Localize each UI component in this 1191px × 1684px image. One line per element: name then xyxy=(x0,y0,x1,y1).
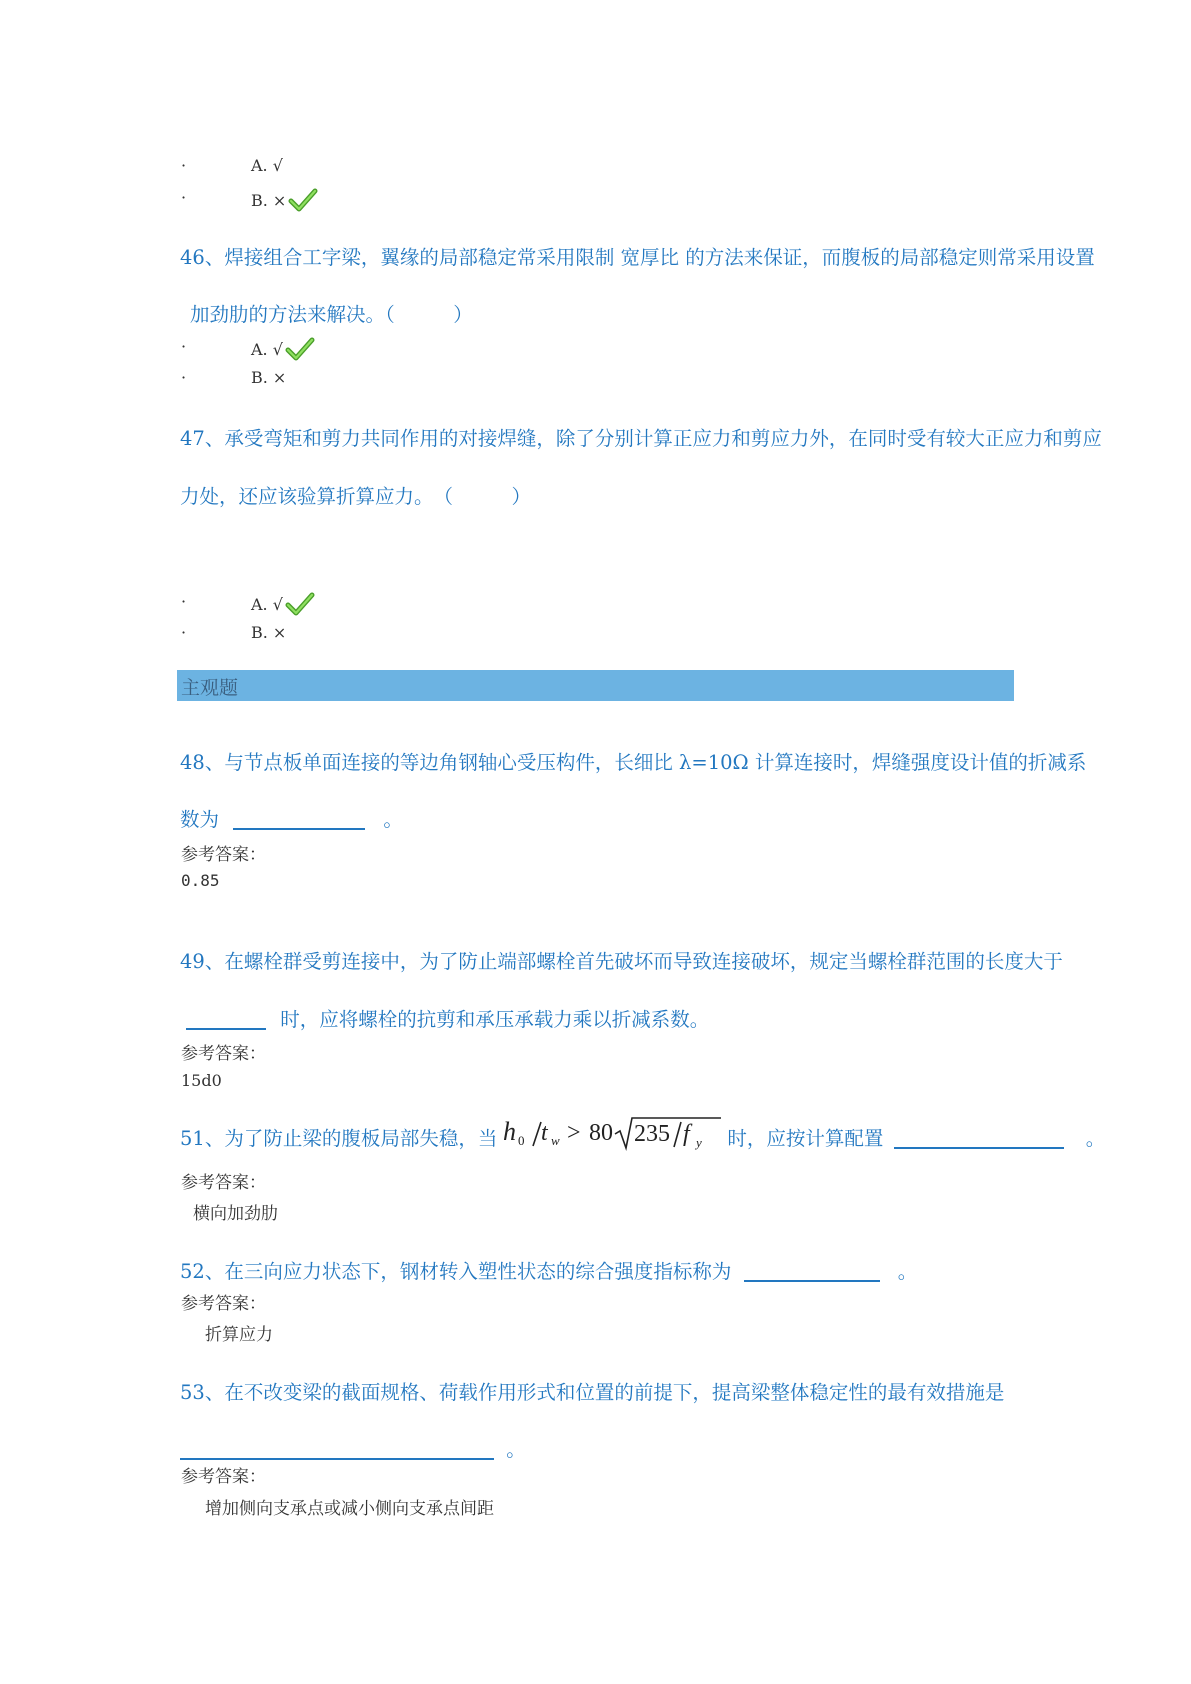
option-label: A. √ xyxy=(251,156,283,175)
question-49-text: 49、在螺栓群受剪连接中，为了防止端部螺栓首先破坏而导致连接破坏，规定当螺栓群范围的长度大于 xyxy=(180,950,1063,973)
svg-text:w: w xyxy=(551,1133,560,1148)
bullet: · xyxy=(181,337,187,356)
question-51-text xyxy=(180,1114,1105,1154)
bullet: · xyxy=(181,156,187,175)
option-label: B. × xyxy=(251,191,287,210)
option-a[interactable] xyxy=(251,337,315,361)
correct-check-icon xyxy=(285,592,315,616)
reference-answer-label: 参考答案： xyxy=(181,845,266,865)
question-48-end: 。 xyxy=(383,808,403,831)
svg-text:t: t xyxy=(541,1120,548,1146)
question-52-text xyxy=(180,1256,917,1284)
question-46-text-cont: 加劲肋的方法来解决。（ ） xyxy=(190,303,473,326)
question-53-text: 53、在不改变梁的截面规格、荷载作用形式和位置的前提下，提高梁整体稳定性的最有效措施是 xyxy=(180,1381,1005,1404)
option-b[interactable] xyxy=(251,623,286,642)
reference-answer-label: 参考答案： xyxy=(181,1173,266,1193)
answer-blank[interactable] xyxy=(233,810,365,830)
option-a[interactable] xyxy=(251,156,283,175)
question-53-text-cont xyxy=(180,1434,526,1462)
bullet: · xyxy=(181,592,187,611)
question-51-prefix: 51、为了防止梁的腹板局部失稳，当 xyxy=(180,1127,498,1150)
option-label: A. √ xyxy=(251,595,283,614)
answer-blank[interactable] xyxy=(744,1262,880,1282)
section-header-subjective xyxy=(177,670,1014,701)
reference-answer-label: 参考答案： xyxy=(181,1467,266,1487)
reference-answer: 增加侧向支承点或减小侧向支承点间距 xyxy=(205,1499,494,1519)
question-48-text-cont xyxy=(180,804,403,832)
answer-blank[interactable] xyxy=(186,1010,266,1030)
correct-check-icon xyxy=(288,188,318,212)
svg-text:h: h xyxy=(503,1117,517,1146)
svg-text:f: f xyxy=(683,1121,690,1147)
reference-answer-label: 参考答案： xyxy=(181,1044,266,1064)
section-title: 主观题 xyxy=(181,677,239,699)
svg-text:0: 0 xyxy=(518,1133,525,1148)
question-52-end: 。 xyxy=(897,1260,918,1283)
reference-answer: 0.85 xyxy=(181,871,220,890)
question-53-end: 。 xyxy=(506,1438,526,1461)
reference-answer-label: 参考答案： xyxy=(181,1294,266,1314)
question-47-text: 47、承受弯矩和剪力共同作用的对接焊缝，除了分别计算正应力和剪应力外，在同时受有较大正应力和剪应 xyxy=(180,427,1102,450)
formula-image xyxy=(501,1114,723,1154)
option-label: B. × xyxy=(251,368,287,387)
svg-text:80: 80 xyxy=(589,1120,614,1146)
svg-text:y: y xyxy=(696,1135,703,1150)
reference-answer: 横向加劲肋 xyxy=(193,1204,278,1224)
answer-blank[interactable] xyxy=(894,1129,1064,1149)
question-51-end: 。 xyxy=(1085,1127,1106,1150)
svg-text:>: > xyxy=(567,1120,581,1146)
question-47-text-cont: 力处，还应该验算折算应力。 （ ） xyxy=(180,485,532,508)
answer-blank[interactable] xyxy=(180,1440,494,1460)
option-label: B. × xyxy=(251,623,287,642)
correct-check-icon xyxy=(285,337,315,361)
question-49-text-cont xyxy=(186,1004,709,1032)
question-49-suffix: 时，应将螺栓的抗剪和承压承载力乘以折减系数。 xyxy=(280,1008,710,1031)
question-51-suffix: 时，应按计算配置 xyxy=(727,1127,884,1150)
svg-text:235: 235 xyxy=(634,1121,671,1147)
option-b[interactable] xyxy=(251,188,318,212)
bullet: · xyxy=(181,623,187,642)
question-48-prefix: 数为 xyxy=(180,808,220,831)
option-label: A. √ xyxy=(251,340,283,359)
bullet: · xyxy=(181,188,187,207)
reference-answer: 折算应力 xyxy=(205,1325,273,1345)
question-48-text: 48、与节点板单面连接的等边角钢轴心受压构件，长细比 λ=10Ω 计算连接时，焊缝强度设计值的折减系 xyxy=(180,751,1087,774)
question-52-prefix: 52、在三向应力状态下，钢材转入塑性状态的综合强度指标称为 xyxy=(180,1260,732,1283)
reference-answer: 15d0 xyxy=(181,1071,222,1090)
bullet: · xyxy=(181,368,187,387)
option-a[interactable] xyxy=(251,592,315,616)
question-46-text: 46、焊接组合工字梁，翼缘的局部稳定常采用限制 宽厚比 的方法来保证，而腹板的局部稳定则常采用设置 xyxy=(180,246,1095,269)
option-b[interactable] xyxy=(251,368,286,387)
